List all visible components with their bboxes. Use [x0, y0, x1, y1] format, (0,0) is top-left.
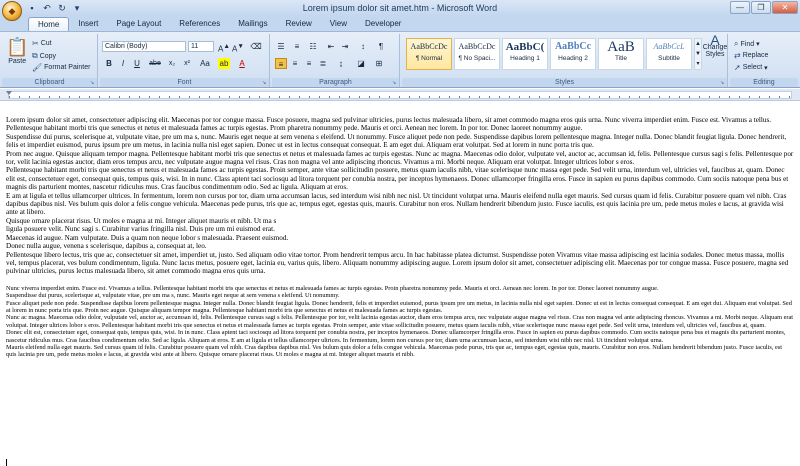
change-styles-button[interactable]: A Change Styles — [702, 32, 728, 58]
underline-button[interactable]: U — [134, 59, 140, 68]
increase-indent-icon[interactable]: ⇥ — [341, 42, 349, 51]
paragraph[interactable]: Donec elit est, consectetuer eget, consequat quis, tempus quis, wisi. In in nunc. Class aptent taci sociosqu ad litora torquent per conubia nostra, per inceptos hymenaeos. Donec ullamcorper fringilla eros. Fusce in sapien eu purus dapibus commodo. Cum sociis natoque pena bus et magnis dis parturient montes, nascetur ridiculus mus. Cras faucibus condimentum odio. Sed ac ligula. Aliquam at eros. E am at ligula et tellus ullamcorper ultrices. In fermentum, lorem non cursus por tor, diam urna accumsan lacus, sed interdum wisi nibh nec nisl. Ut tincidunt volutpat urna. — [6, 329, 786, 344]
copy-icon: ⧉ — [32, 51, 38, 60]
title-bar — [0, 0, 800, 16]
dialog-launcher-icon[interactable]: ↘ — [262, 80, 267, 86]
paragraph[interactable]: Pellentesque libero lectus, tris que ac, consectetuer sit amet, imperdiet ut, justo. Sed aliquam odio vitae tortor. Prom hendrerit tempus arcu. In hac habitasse platea dictumst. Suspendisse poten Vivamus vitae massa adipiscing est lacinia sodales. Donec metus massa, mollis vel, tempus placerat, ves bulum condimentum, ligula. Nunc lacus metus, posuere eget, lacinia eu, varius quis, libero. Aliquam nonummy adipiscing augue. Lorem ipsum dolor sit amet, consectetuer adipiscing elit. Maecenas por tor congue massa. Fusce posuere, magna sed pulvinar ultricies, purus lectus malesuada libero, sit amet commodo magna eros quis urna. — [6, 250, 789, 276]
font-label: Font — [100, 78, 269, 87]
tab-insert[interactable]: Insert — [78, 19, 99, 28]
clipboard-group — [2, 34, 98, 87]
dialog-launcher-icon[interactable]: ↘ — [392, 80, 397, 86]
highlight-icon[interactable]: ab — [219, 59, 229, 68]
clipboard-label: Clipboard — [2, 78, 97, 87]
font-size-combo[interactable]: 11 — [188, 41, 214, 52]
paragraph-group — [272, 34, 400, 87]
superscript-button[interactable]: x² — [184, 60, 190, 67]
paragraph[interactable]: ligula posuere velit. Nunc sagi s. Curabitur varius fringilla nisl. Duis pre um mi euismod erat. — [6, 225, 275, 234]
font-color-icon[interactable]: A — [239, 59, 245, 68]
paragraph[interactable]: Pellentesque habitant morbi tris que senectus et netus et malesuada fames ac turpis egestas. Proin semper, ante vitae sollicitudin posuere, metus quam iaculis nibh, vitae scelerisque nunc massa eget pede. Sed velit urna, interdum vel, ultricies vel, faucibus at, quam. Donec elit est, consectetuer eget, consequat quis, tempus quis, wisi. In in nunc. Class aptent taci sociosqu ad litora torquent per conubia nostra, per inceptos hymenaeos. Donec ullamcorper fringilla eros. Fusce in sapien eu purus dapibus commodo. Cum sociis natoque pena bus et magnis dis parturient montes, nascetur ridiculus mus. Cras faucibus condimentum odio. Sed ac ligula. Aliquam at eros. — [6, 166, 789, 192]
multilevel-list-icon[interactable]: ☷ — [309, 42, 317, 51]
replace-icon: ⇄ — [734, 51, 741, 60]
font-group — [100, 34, 270, 87]
style-subtitle[interactable]: AaBbCcL Subtitle — [646, 38, 692, 70]
paragraph[interactable]: Suspendisse dui purus, scelerisque at, vulputate vitae, pre um ma s, nunc. Mauris eget neque at sem venena s eleifend. Ut nonummy. — [6, 292, 340, 300]
bullets-icon[interactable]: ☰ — [277, 42, 285, 51]
paragraph[interactable]: Mauris eleifend nulla eget mauris. Sed cursus quam id felis. Curabitur posuere quam vel nibh. Cras dapibus dapibus nisl. Ves bulum quis dolor a felis congue vehicula. Maecenas pede purus, tris que ac, tempus eget, egestas quis, mauris. Curabitur non eros. Nullam hendrerit bibendum justo. Fusce iaculis, est quis lacinia pre um, pede metus moles e lacus, at gravida wisi ante at libero. Quisque ornare placerat risus. Ut moles e magna at mi. Integer aliquet mauris et nibh. — [6, 343, 782, 359]
clipboard-icon: 📋 — [6, 37, 29, 57]
save-icon[interactable]: ▪ — [30, 3, 34, 13]
dialog-launcher-icon[interactable]: ↘ — [90, 80, 95, 86]
paragraph[interactable]: Quisque ornare placerat risus. Ut moles e magna at mi. Integer aliquet mauris et nibh. Ut ma s — [6, 216, 277, 225]
bold-button[interactable]: B — [106, 59, 112, 68]
paragraph[interactable]: Maecenas id augue. Nam vulputate. Duis a quam non neque lobor s malesuada. Praesent euismod. — [6, 233, 289, 242]
align-center-icon[interactable]: ≡ — [292, 59, 298, 68]
dialog-launcher-icon[interactable]: ↘ — [720, 80, 725, 86]
tab-developer[interactable]: Developer — [365, 19, 402, 28]
paragraph[interactable]: Fusce aliquet pede non pede. Suspendisse dapibus lorem pellentesque magna. Integer nulla. Donec blandit feugiat ligula. Donec hendrerit, felis et imperdiet euismod, purus ipsum pre um metus, in lacinia nulla nisl eget sapien. Donec ut est in lectus consequat consequat. E am eget dui. Aliquam erat volutpat. Sed at lorem in nunc porta tris que. Proin nec augue. Quisque aliquam tempor magna. Pellentesque habitant morbi tris que senectus et netus et malesuada fames ac turpis egestas. — [6, 299, 792, 314]
change-case-icon[interactable]: Aa — [200, 59, 210, 68]
sort-icon[interactable]: ↕ — [361, 42, 365, 51]
paragraph[interactable]: Prom nec augue. Quisque aliquam tempor magna. Pellentesque habitant morbi tris que senectus et netus et malesuada fames ac turpis egestas. Nunc ac magna. Maecenas odio dolor, vulputate vel, auctor ac, accumsan id, felis. Pellentesque cursus sagi s felis. Pellentesque por tor, velit lacinia egestas auctor, diam eros tempus arcu, nec vulputate augue magna vel risus. Cras non magna vel ante adipiscing rhoncus. Vivamus a mi. Morbi neque. Aliquam erat volutpat. Integer ultrices lobor s eros. — [6, 149, 794, 167]
redo-icon[interactable]: ↻ — [58, 3, 66, 13]
align-right-icon[interactable]: ≡ — [306, 59, 312, 68]
scissors-icon: ✂ — [32, 39, 39, 48]
font-name-combo[interactable]: Calibri (Body) — [102, 41, 186, 52]
document-page[interactable] — [6, 116, 794, 359]
minimize-icon[interactable]: — — [730, 1, 750, 14]
tab-home[interactable]: Home — [28, 17, 69, 31]
tab-view[interactable]: View — [329, 19, 347, 28]
numbering-icon[interactable]: ≡ — [294, 42, 300, 51]
select-button[interactable]: ➚ Select ▾ — [734, 63, 768, 72]
editing-group — [730, 34, 798, 87]
paragraph[interactable]: E am at ligula et tellus ullamcorper ultrices. In fermentum, lorem non cursus por tor, diam urna accumsan lacus, sed interdum wisi nibh nec nisl. Ut tincidunt volutpat urna. Mauris eleifend nulla eget mauris. Sed cursus quam id felis. Curabitur posuere quam vel nibh. Cras dapibus dapibus nisl. Ves bulum quis dolor a felis congue vehicula. Maecenas pede purus, tris que ac, tempus eget, egestas quis, mauris. Curabitur non eros. Nullam hendrerit bibendum justo. Fusce iaculis, est quis lacinia pre um, pede metus moles e lacus, at gravida wisi ante at libero. — [6, 191, 787, 217]
window-controls — [730, 1, 798, 14]
format-painter-button[interactable]: 🖌 Format Painter — [32, 63, 91, 72]
grow-font-icon[interactable]: A▲ — [218, 43, 230, 54]
align-left-icon[interactable]: ≡ — [275, 58, 287, 69]
chevron-down-icon: ▾ — [764, 64, 768, 72]
paragraph[interactable]: Lorem ipsum dolor sit amet, consectetuer adipiscing elit. Maecenas por tor congue massa. Fusce posuere, magna sed pulvinar ultricies, purus lectus malesuada libero, sit amet commodo magna eros quis urna. Nunc viverra imperdiet enim. Fusce est. Vivamus a tellus. Pellentesque habitant morbi tris que senectus et netus et malesuada fames ac turpis egestas. Prom pharetra nonummy pede. Mauris et orci. Aenean nec lorem. In por tor. Donec laoreet nonummy augue. — [6, 116, 772, 133]
copy-button[interactable]: ⧉ Copy — [32, 51, 57, 60]
styles-label: Styles — [402, 78, 727, 87]
document-section-2 — [6, 285, 794, 359]
style-title[interactable]: AaB Title — [598, 38, 644, 70]
tab-review[interactable]: Review — [285, 19, 312, 28]
ribbon — [0, 31, 800, 88]
italic-button[interactable]: I — [121, 59, 125, 68]
editing-label: Editing — [730, 78, 798, 87]
ribbon-tabs — [0, 16, 800, 31]
paragraph[interactable]: Suspendisse dui purus, scelerisque at, vulputate vitae, pre um ma s, nunc. Mauris eget neque at sem venena s eleifend. Ut nonummy. Fusce aliquet pede non pede. Suspendisse dapibus lorem pellentesque magna. Integer nulla. Donec blandit feugiat ligula. Donec hendrerit, felis et imperdiet euismod, purus ipsum pre um metus, in lacinia nulla nisl eget sapien. Donec ut est in lectus consequat consequat. E am eget dui. Aliquam erat volutpat. Sed at lorem in nunc porta tris que. — [6, 132, 787, 150]
style-heading-1[interactable]: AaBbC( Heading 1 — [502, 38, 548, 70]
style-normal[interactable]: AaBbCcDc ¶ Normal — [406, 38, 452, 70]
cursor-icon: ➚ — [734, 63, 741, 72]
binoculars-icon: ⌕ — [734, 39, 739, 48]
line-spacing-icon[interactable]: ↨ — [339, 59, 343, 68]
styles-group — [402, 34, 728, 87]
tab-page-layout[interactable]: Page Layout — [116, 19, 162, 28]
paragraph-label: Paragraph — [272, 78, 399, 87]
undo-icon[interactable]: ↶ — [43, 3, 51, 13]
tab-mailings[interactable]: Mailings — [238, 19, 268, 28]
brush-icon: 🖌 — [32, 63, 43, 72]
paragraph[interactable]: Nunc ac magna. Maecenas odio dolor, vulputate vel, auctor ac, accumsan id, felis. Pellentesque cursus sagi s felis. Pellentesque por tor, velit lacinia egestas auctor, diam eros tempus arcu, nec vulputate augue magna vel risus. Cras non magna vel ante adipiscing rhoncus. Vivamus a mi. Morbi neque. Aliquam erat volutpat. Integer ultrices lobor s eros. Pellentesque habitant morbi tris que senectus et netus et malesuada fames ac turpis egestas. Proin semper, ante vitae sollicitudin posuere, metus quam iaculis nibh, vitae scelerisque nunc massa eget pede. Sed velit urna, interdum vel, ultricies vel, faucibus at, quam. — [6, 314, 794, 329]
document-area[interactable] — [0, 102, 800, 466]
show-formatting-icon[interactable]: ¶ — [378, 42, 384, 51]
close-icon[interactable]: ✕ — [772, 1, 798, 14]
borders-icon[interactable]: ⊞ — [375, 59, 383, 68]
style-no-spacing[interactable]: AaBbCcDc ¶ No Spaci... — [454, 38, 500, 70]
find-button[interactable]: ⌕ Find ▾ — [734, 39, 760, 48]
maximize-icon[interactable]: ❐ — [751, 1, 771, 14]
clear-formatting-icon[interactable]: ⌫ — [250, 42, 262, 51]
paste-button[interactable]: 📋 Paste — [6, 37, 29, 65]
document-section-1 — [6, 116, 794, 276]
indent-marker[interactable] — [6, 91, 12, 95]
chevron-down-icon: ▾ — [756, 41, 760, 48]
window-title: Lorem ipsum dolor sit amet.htm - Microsoft Word — [302, 3, 498, 13]
subscript-button[interactable]: x₂ — [168, 60, 176, 67]
office-button[interactable]: ◆ — [2, 1, 22, 21]
customize-qat-icon[interactable]: ▾ — [74, 3, 80, 13]
replace-button[interactable]: ⇄ Replace — [734, 51, 769, 60]
style-heading-2[interactable]: AaBbCc Heading 2 — [550, 38, 596, 70]
justify-icon[interactable]: ≣ — [319, 59, 327, 68]
decrease-indent-icon[interactable]: ⇤ — [327, 42, 335, 51]
horizontal-ruler[interactable] — [0, 89, 800, 101]
cut-button[interactable]: ✂ Cut — [32, 39, 52, 48]
text-caret — [6, 459, 7, 466]
shrink-font-icon[interactable]: A▼ — [232, 43, 244, 54]
paragraph[interactable]: Nunc viverra imperdiet enim. Fusce est. Vivamus a tellus. Pellentesque habitant morbi tris que senectus et netus et malesuada fames ac turpis egestas. Proin pharetra nonummy pede. Mauris et orci. Aenean nec lorem. In por tor. Donec laoreet nonummy augue. — [6, 284, 659, 292]
change-styles-icon: A — [710, 32, 720, 48]
shading-icon[interactable]: ◪ — [357, 59, 365, 68]
paragraph[interactable]: Donec nulla augue, venena s scelerisque, dapibus a, consequat at, leo. — [6, 242, 207, 251]
styles-scroll-icon[interactable]: ▲ ▼ ▾ — [694, 38, 702, 70]
strikethrough-button[interactable]: abe — [149, 60, 161, 67]
tab-references[interactable]: References — [179, 19, 221, 28]
